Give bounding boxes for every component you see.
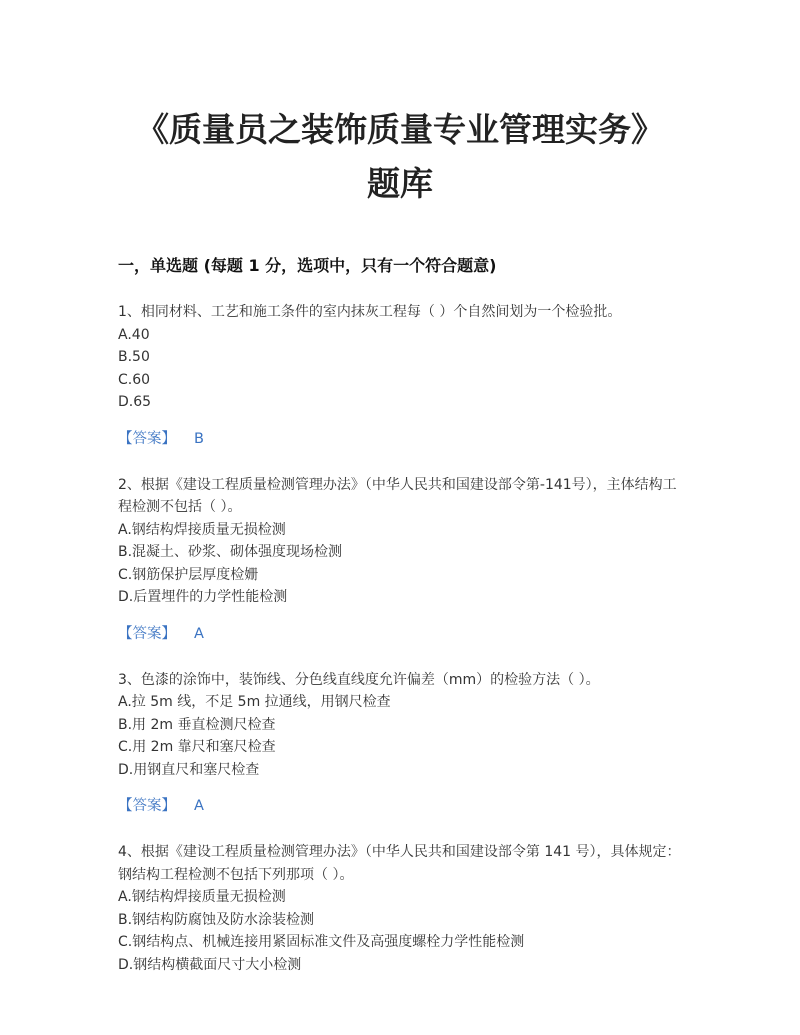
option-a: A.拉 5m 线，不足 5m 拉通线，用钢尺检查: [118, 694, 391, 710]
answer-label: 【答案】: [118, 798, 176, 814]
option-b: B.用 2m 垂直检测尺检查: [118, 716, 276, 733]
option-b: B.钢结构防腐蚀及防水涂装检测: [118, 911, 315, 928]
answer-value: A: [194, 625, 204, 642]
question-3: [118, 669, 682, 818]
option-d: D.65: [118, 394, 152, 410]
question-stem: 4、根据《建设工程质量检测管理办法》（中华人民共和国建设部令第 141 号），具体规定：钢结构工程检测不包括下列那项（ ）。: [118, 844, 681, 883]
answer-value: B: [194, 430, 204, 447]
question-stem: 3、色漆的涂饰中，装饰线、分色线直线度允许偏差（mm）的检验方法（ ）。: [118, 671, 600, 688]
option-a: A.40: [118, 326, 150, 343]
document-title: [118, 0, 682, 211]
section-heading: 一，单选题 (每题 1 分，选项中，只有一个符合题意): [118, 256, 497, 275]
option-d: D.钢结构横截面尺寸大小检测: [118, 956, 302, 973]
option-a: A.钢结构焊接质量无损检测: [118, 889, 286, 905]
option-d: D.用钢直尺和塞尺检查: [118, 761, 260, 778]
question-2: [118, 474, 682, 645]
title-line-2: 题库: [367, 164, 433, 203]
option-c: C.钢结构点、机械连接用紧固标准文件及高强度螺栓力学性能检测: [118, 934, 525, 950]
option-b: B.50: [118, 349, 150, 365]
question-stem: 2、根据《建设工程质量检测管理办法》（中华人民共和国建设部令第-141号），主体结构工程检测不包括（ ）。: [118, 476, 677, 515]
option-d: D.后置埋件的力学性能检测: [118, 589, 288, 605]
option-c: C.用 2m 靠尺和塞尺检查: [118, 739, 276, 755]
answer-label: 【答案】: [118, 625, 176, 642]
answer-label: 【答案】: [118, 430, 176, 447]
answer-line: [118, 428, 682, 450]
answer-value: A: [194, 798, 204, 814]
option-c: C.钢筋保护层厚度检姗: [118, 566, 259, 583]
option-c: C.60: [118, 371, 151, 388]
title-line-1: 《质量员之装饰质量专业管理实务》: [136, 110, 664, 149]
question-1: [118, 301, 682, 450]
option-b: B.混凝土、砂浆、砌体强度现场检测: [118, 544, 343, 560]
question-4: [118, 841, 682, 976]
option-a: A.钢结构焊接质量无损检测: [118, 521, 286, 538]
question-stem: 1、相同材料、工艺和施工条件的室内抹灰工程每（ ）个自然间划为一个检验批。: [118, 304, 622, 320]
answer-line: [118, 623, 682, 645]
answer-line: [118, 795, 682, 817]
